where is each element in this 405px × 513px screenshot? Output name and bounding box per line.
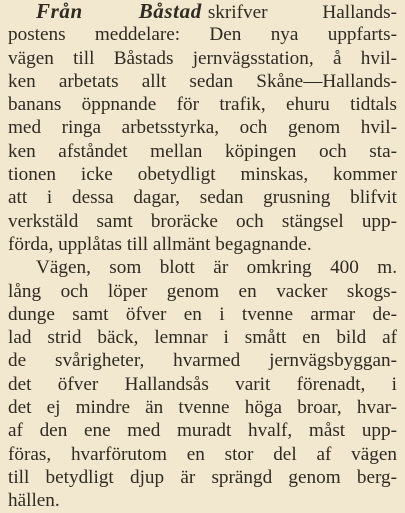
article-line: banans öppnande för trafik, ehuru tidtals	[8, 94, 397, 116]
article-line: föras, hvarförutom en stor del af vägen	[8, 443, 397, 465]
article-line: tionen icke obetydligt minskas, kommer	[8, 164, 397, 186]
article-line: postens meddelare: Den nya uppfarts-	[8, 24, 397, 46]
article-line: af den ene med muradt hvalf, måst upp-	[8, 420, 397, 442]
article-line: ken arbetats allt sedan Skåne—Hallands-	[8, 70, 397, 92]
article-line: verkstäld samt broräcke och stängsel upp-	[8, 210, 397, 232]
article-line: dunge samt öfver en i tvenne armar de-	[8, 303, 397, 325]
article-line: Vägen, som blott är omkring 400 m.	[36, 257, 397, 279]
article-line: det öfver Hallandsås varit förenadt, i	[8, 373, 397, 395]
article-line: att i dessa dagar, sedan grusning blifvit	[8, 187, 397, 209]
article-line: med ringa arbetsstyrka, och genom hvil-	[8, 117, 397, 139]
article-text	[8, 0, 397, 513]
article-line: till betydligt djup är sprängd genom berg-	[8, 466, 397, 488]
article-line: lång och löper genom en vacker skogs-	[8, 280, 397, 302]
article-line-text: skrifver Hallands-	[207, 2, 397, 23]
article-heading: Från Båstad	[36, 0, 202, 23]
article-line: förda, upplåtas till allmänt begagnande.	[8, 233, 312, 255]
article-line: hällen.	[8, 490, 60, 512]
article-line: lad strid bäck, lemnar i smått en bild af	[8, 327, 397, 349]
article-line: vägen till Båstads jernvägsstation, å hvil-	[8, 47, 397, 69]
article-line	[8, 0, 397, 23]
article-line: det ej mindre än tvenne höga broar, hvar-	[8, 397, 397, 419]
article-line: de svårigheter, hvarmed jernvägsbyggan-	[8, 350, 397, 372]
article-line: ken afståndet mellan köpingen och sta-	[8, 140, 397, 162]
